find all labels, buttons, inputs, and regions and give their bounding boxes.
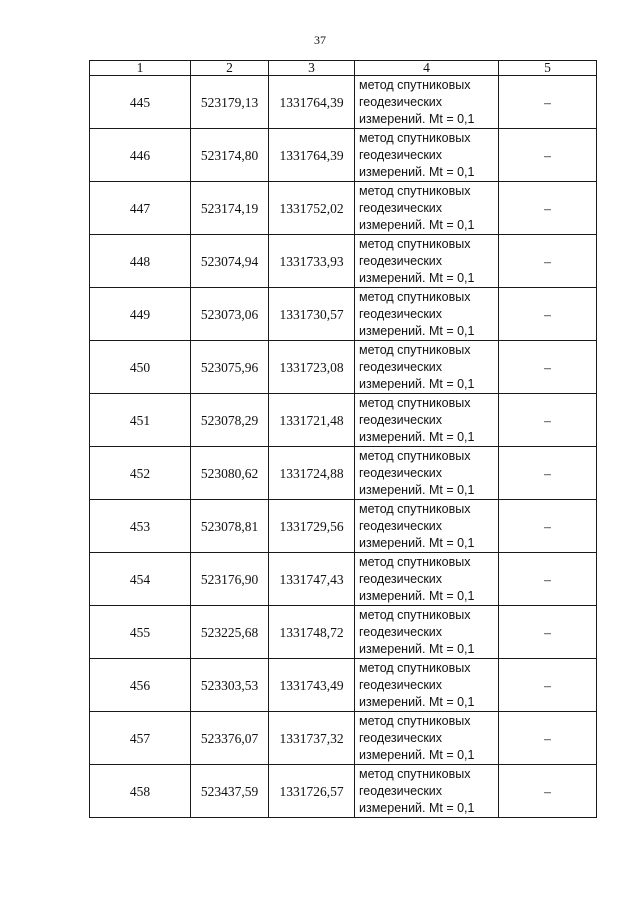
column-5-cell: – bbox=[499, 500, 597, 553]
table-row bbox=[90, 235, 597, 288]
column-5-cell: – bbox=[499, 341, 597, 394]
x-coordinate-cell: 523437,59 bbox=[191, 765, 269, 818]
x-coordinate-cell: 523078,81 bbox=[191, 500, 269, 553]
method-line: геодезических bbox=[359, 412, 443, 427]
method-line: метод спутниковых bbox=[359, 713, 471, 728]
coordinates-table bbox=[89, 60, 597, 818]
method-line: измерений. Mt = 0,1 bbox=[359, 429, 475, 444]
table-row bbox=[90, 712, 597, 765]
method-line: геодезических bbox=[359, 465, 443, 480]
table-row bbox=[90, 659, 597, 712]
x-coordinate-cell: 523303,53 bbox=[191, 659, 269, 712]
method-cell bbox=[355, 235, 499, 288]
point-number-cell: 450 bbox=[90, 341, 191, 394]
table-row bbox=[90, 553, 597, 606]
method-line: измерений. Mt = 0,1 bbox=[359, 535, 475, 550]
y-coordinate-cell: 1331730,57 bbox=[269, 288, 355, 341]
table-row bbox=[90, 129, 597, 182]
column-5-cell: – bbox=[499, 182, 597, 235]
y-coordinate-cell: 1331748,72 bbox=[269, 606, 355, 659]
table-header-row bbox=[90, 61, 597, 76]
point-number-cell: 451 bbox=[90, 394, 191, 447]
point-number-cell: 447 bbox=[90, 182, 191, 235]
point-number-cell: 449 bbox=[90, 288, 191, 341]
method-cell bbox=[355, 76, 499, 129]
table-row bbox=[90, 341, 597, 394]
method-line: геодезических bbox=[359, 730, 443, 745]
method-line: измерений. Mt = 0,1 bbox=[359, 588, 475, 603]
column-5-cell: – bbox=[499, 76, 597, 129]
table-row bbox=[90, 765, 597, 818]
method-line: геодезических bbox=[359, 783, 443, 798]
method-cell bbox=[355, 447, 499, 500]
point-number-cell: 446 bbox=[90, 129, 191, 182]
method-line: измерений. Mt = 0,1 bbox=[359, 694, 475, 709]
method-cell bbox=[355, 341, 499, 394]
y-coordinate-cell: 1331729,56 bbox=[269, 500, 355, 553]
column-5-cell: – bbox=[499, 129, 597, 182]
column-5-cell: – bbox=[499, 288, 597, 341]
table-row bbox=[90, 500, 597, 553]
method-line: метод спутниковых bbox=[359, 607, 471, 622]
column-5-cell: – bbox=[499, 394, 597, 447]
y-coordinate-cell: 1331726,57 bbox=[269, 765, 355, 818]
x-coordinate-cell: 523225,68 bbox=[191, 606, 269, 659]
method-line: метод спутниковых bbox=[359, 766, 471, 781]
point-number-cell: 445 bbox=[90, 76, 191, 129]
y-coordinate-cell: 1331743,49 bbox=[269, 659, 355, 712]
header-col-5: 5 bbox=[499, 61, 597, 76]
column-5-cell: – bbox=[499, 712, 597, 765]
method-line: измерений. Mt = 0,1 bbox=[359, 376, 475, 391]
method-line: измерений. Mt = 0,1 bbox=[359, 111, 475, 126]
y-coordinate-cell: 1331764,39 bbox=[269, 129, 355, 182]
x-coordinate-cell: 523179,13 bbox=[191, 76, 269, 129]
method-line: геодезических bbox=[359, 359, 443, 374]
method-cell bbox=[355, 712, 499, 765]
method-line: геодезических bbox=[359, 518, 443, 533]
method-cell bbox=[355, 553, 499, 606]
method-line: измерений. Mt = 0,1 bbox=[359, 800, 475, 815]
point-number-cell: 448 bbox=[90, 235, 191, 288]
method-line: геодезических bbox=[359, 253, 443, 268]
point-number-cell: 456 bbox=[90, 659, 191, 712]
method-line: метод спутниковых bbox=[359, 501, 471, 516]
method-cell bbox=[355, 288, 499, 341]
point-number-cell: 454 bbox=[90, 553, 191, 606]
method-line: метод спутниковых bbox=[359, 448, 471, 463]
y-coordinate-cell: 1331752,02 bbox=[269, 182, 355, 235]
method-line: метод спутниковых bbox=[359, 77, 471, 92]
table-row bbox=[90, 606, 597, 659]
page-number: 37 bbox=[314, 33, 326, 47]
method-line: измерений. Mt = 0,1 bbox=[359, 641, 475, 656]
header-col-4: 4 bbox=[355, 61, 499, 76]
method-line: измерений. Mt = 0,1 bbox=[359, 270, 475, 285]
table-row bbox=[90, 182, 597, 235]
header-col-2: 2 bbox=[191, 61, 269, 76]
method-line: метод спутниковых bbox=[359, 130, 471, 145]
method-line: геодезических bbox=[359, 94, 443, 109]
point-number-cell: 457 bbox=[90, 712, 191, 765]
y-coordinate-cell: 1331747,43 bbox=[269, 553, 355, 606]
column-5-cell: – bbox=[499, 606, 597, 659]
method-line: геодезических bbox=[359, 677, 443, 692]
y-coordinate-cell: 1331723,08 bbox=[269, 341, 355, 394]
y-coordinate-cell: 1331733,93 bbox=[269, 235, 355, 288]
column-5-cell: – bbox=[499, 659, 597, 712]
x-coordinate-cell: 523075,96 bbox=[191, 341, 269, 394]
point-number-cell: 455 bbox=[90, 606, 191, 659]
table-body bbox=[90, 76, 597, 818]
table-row bbox=[90, 394, 597, 447]
x-coordinate-cell: 523074,94 bbox=[191, 235, 269, 288]
method-line: метод спутниковых bbox=[359, 342, 471, 357]
column-5-cell: – bbox=[499, 553, 597, 606]
method-line: метод спутниковых bbox=[359, 183, 471, 198]
method-cell bbox=[355, 659, 499, 712]
method-line: геодезических bbox=[359, 624, 443, 639]
method-line: измерений. Mt = 0,1 bbox=[359, 164, 475, 179]
x-coordinate-cell: 523080,62 bbox=[191, 447, 269, 500]
method-line: измерений. Mt = 0,1 bbox=[359, 482, 475, 497]
method-line: метод спутниковых bbox=[359, 554, 471, 569]
x-coordinate-cell: 523078,29 bbox=[191, 394, 269, 447]
method-cell bbox=[355, 606, 499, 659]
column-5-cell: – bbox=[499, 447, 597, 500]
y-coordinate-cell: 1331764,39 bbox=[269, 76, 355, 129]
point-number-cell: 453 bbox=[90, 500, 191, 553]
x-coordinate-cell: 523376,07 bbox=[191, 712, 269, 765]
method-cell bbox=[355, 129, 499, 182]
method-line: геодезических bbox=[359, 147, 443, 162]
x-coordinate-cell: 523174,80 bbox=[191, 129, 269, 182]
method-line: измерений. Mt = 0,1 bbox=[359, 217, 475, 232]
method-cell bbox=[355, 765, 499, 818]
header-col-3: 3 bbox=[269, 61, 355, 76]
method-cell bbox=[355, 182, 499, 235]
point-number-cell: 458 bbox=[90, 765, 191, 818]
method-line: измерений. Mt = 0,1 bbox=[359, 747, 475, 762]
method-line: геодезических bbox=[359, 571, 443, 586]
table-row bbox=[90, 76, 597, 129]
method-line: геодезических bbox=[359, 200, 443, 215]
method-line: измерений. Mt = 0,1 bbox=[359, 323, 475, 338]
y-coordinate-cell: 1331724,88 bbox=[269, 447, 355, 500]
table-row bbox=[90, 447, 597, 500]
y-coordinate-cell: 1331737,32 bbox=[269, 712, 355, 765]
header-col-1: 1 bbox=[90, 61, 191, 76]
x-coordinate-cell: 523073,06 bbox=[191, 288, 269, 341]
method-line: геодезических bbox=[359, 306, 443, 321]
table-row bbox=[90, 288, 597, 341]
y-coordinate-cell: 1331721,48 bbox=[269, 394, 355, 447]
column-5-cell: – bbox=[499, 235, 597, 288]
column-5-cell: – bbox=[499, 765, 597, 818]
method-cell bbox=[355, 500, 499, 553]
method-line: метод спутниковых bbox=[359, 289, 471, 304]
method-line: метод спутниковых bbox=[359, 660, 471, 675]
method-cell bbox=[355, 394, 499, 447]
x-coordinate-cell: 523176,90 bbox=[191, 553, 269, 606]
x-coordinate-cell: 523174,19 bbox=[191, 182, 269, 235]
point-number-cell: 452 bbox=[90, 447, 191, 500]
method-line: метод спутниковых bbox=[359, 395, 471, 410]
method-line: метод спутниковых bbox=[359, 236, 471, 251]
